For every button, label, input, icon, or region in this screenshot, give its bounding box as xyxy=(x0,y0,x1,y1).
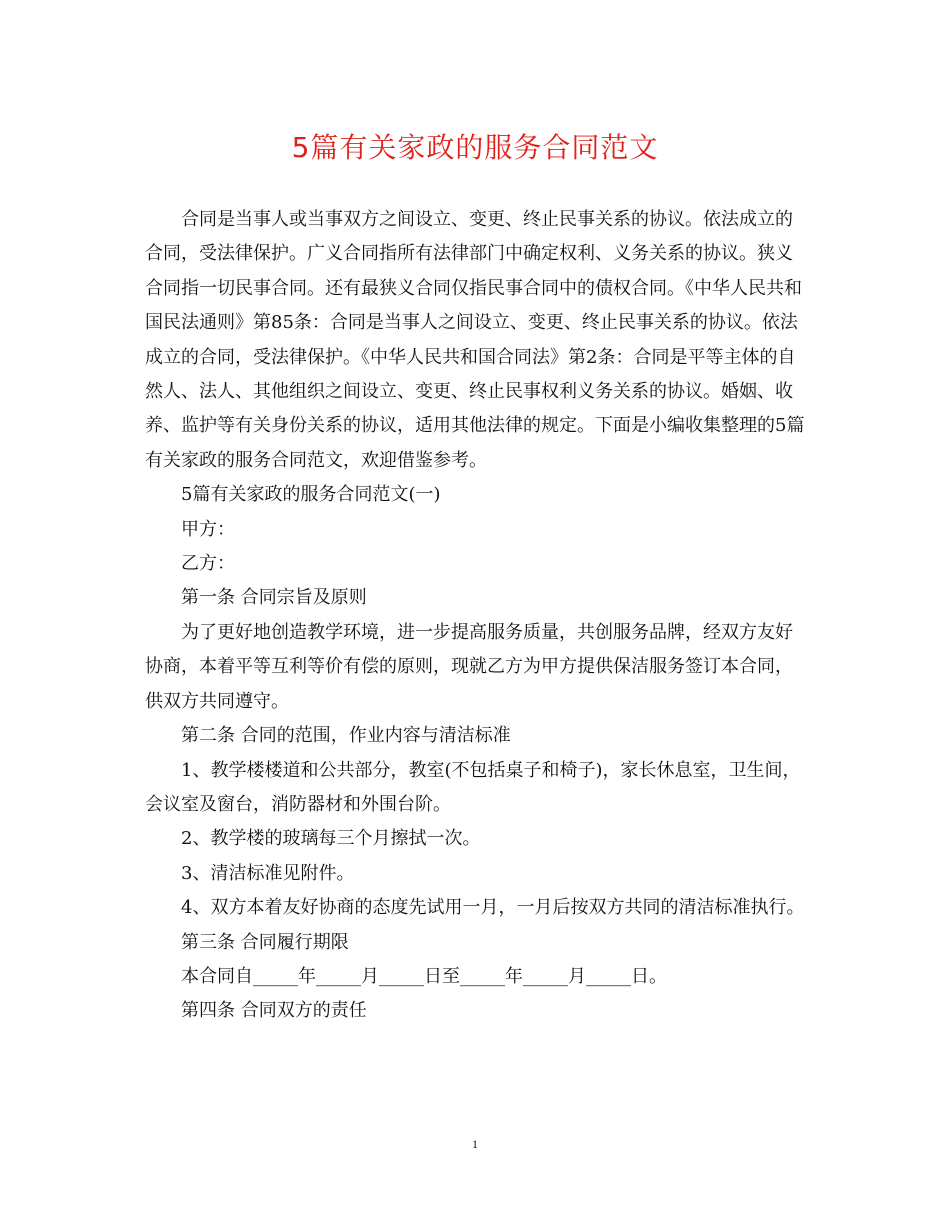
party-a-line: 甲方： xyxy=(181,518,235,540)
document-title: 5篇有关家政的服务合同范文 xyxy=(291,131,659,164)
list-item: 2、教学楼的玻璃每三个月擦拭一次。 xyxy=(181,828,481,850)
article-heading: 第二条 合同的范围，作业内容与清洁标准 xyxy=(181,725,511,747)
section-heading: 5篇有关家政的服务合同范文(一) xyxy=(181,484,441,506)
paragraph: 本合同自_____年_____月_____日至_____年_____月_____日。 xyxy=(181,965,667,987)
document-body xyxy=(145,203,805,1029)
paragraph: 为了更好地创造教学环境，进一步提高服务质量，共创服务品牌，经双方友好协商，本着平等互利等价有偿的原则，现就乙方为甲方提供保洁服务签订本合同，供双方共同遵守。 xyxy=(145,621,793,712)
page-number: 1 xyxy=(472,1137,478,1151)
article-heading: 第三条 合同履行期限 xyxy=(181,931,349,953)
intro-paragraph: 合同是当事人或当事双方之间设立、变更、终止民事关系的协议。依法成立的合同，受法律保护。广义合同指所有法律部门中确定权利、义务关系的协议。狭义合同指一切民事合同。还有最狭义合同仅指民事合同中的债权合同。《中华人民共和国民法通则》第85条：合同是当事人之间设立、变更、终止民事关系的协议。依法成立的合同，受法律保护。《中华人民共和国合同法》第2条：合同是平等主体的自然人、法人、其他组织之间设立、变更、终止民事权利义务关系的协议。婚姻、收养、监护等有关身份关系的协议，适用其他法律的规定。下面是小编收集整理的5篇有关家政的服务合同范文，欢迎借鉴参考。 xyxy=(145,209,805,471)
article-heading: 第四条 合同双方的责任 xyxy=(181,1000,367,1022)
list-item: 4、双方本着友好协商的态度先试用一月，一月后按双方共同的清洁标准执行。 xyxy=(181,897,805,919)
list-item: 1、教学楼楼道和公共部分，教室(不包括桌子和椅子)，家长休息室，卫生间，会议室及窗台，消防器材和外围台阶。 xyxy=(145,759,801,815)
article-heading: 第一条 合同宗旨及原则 xyxy=(181,587,367,609)
list-item: 3、清洁标准见附件。 xyxy=(181,862,355,884)
party-b-line: 乙方： xyxy=(181,553,235,575)
